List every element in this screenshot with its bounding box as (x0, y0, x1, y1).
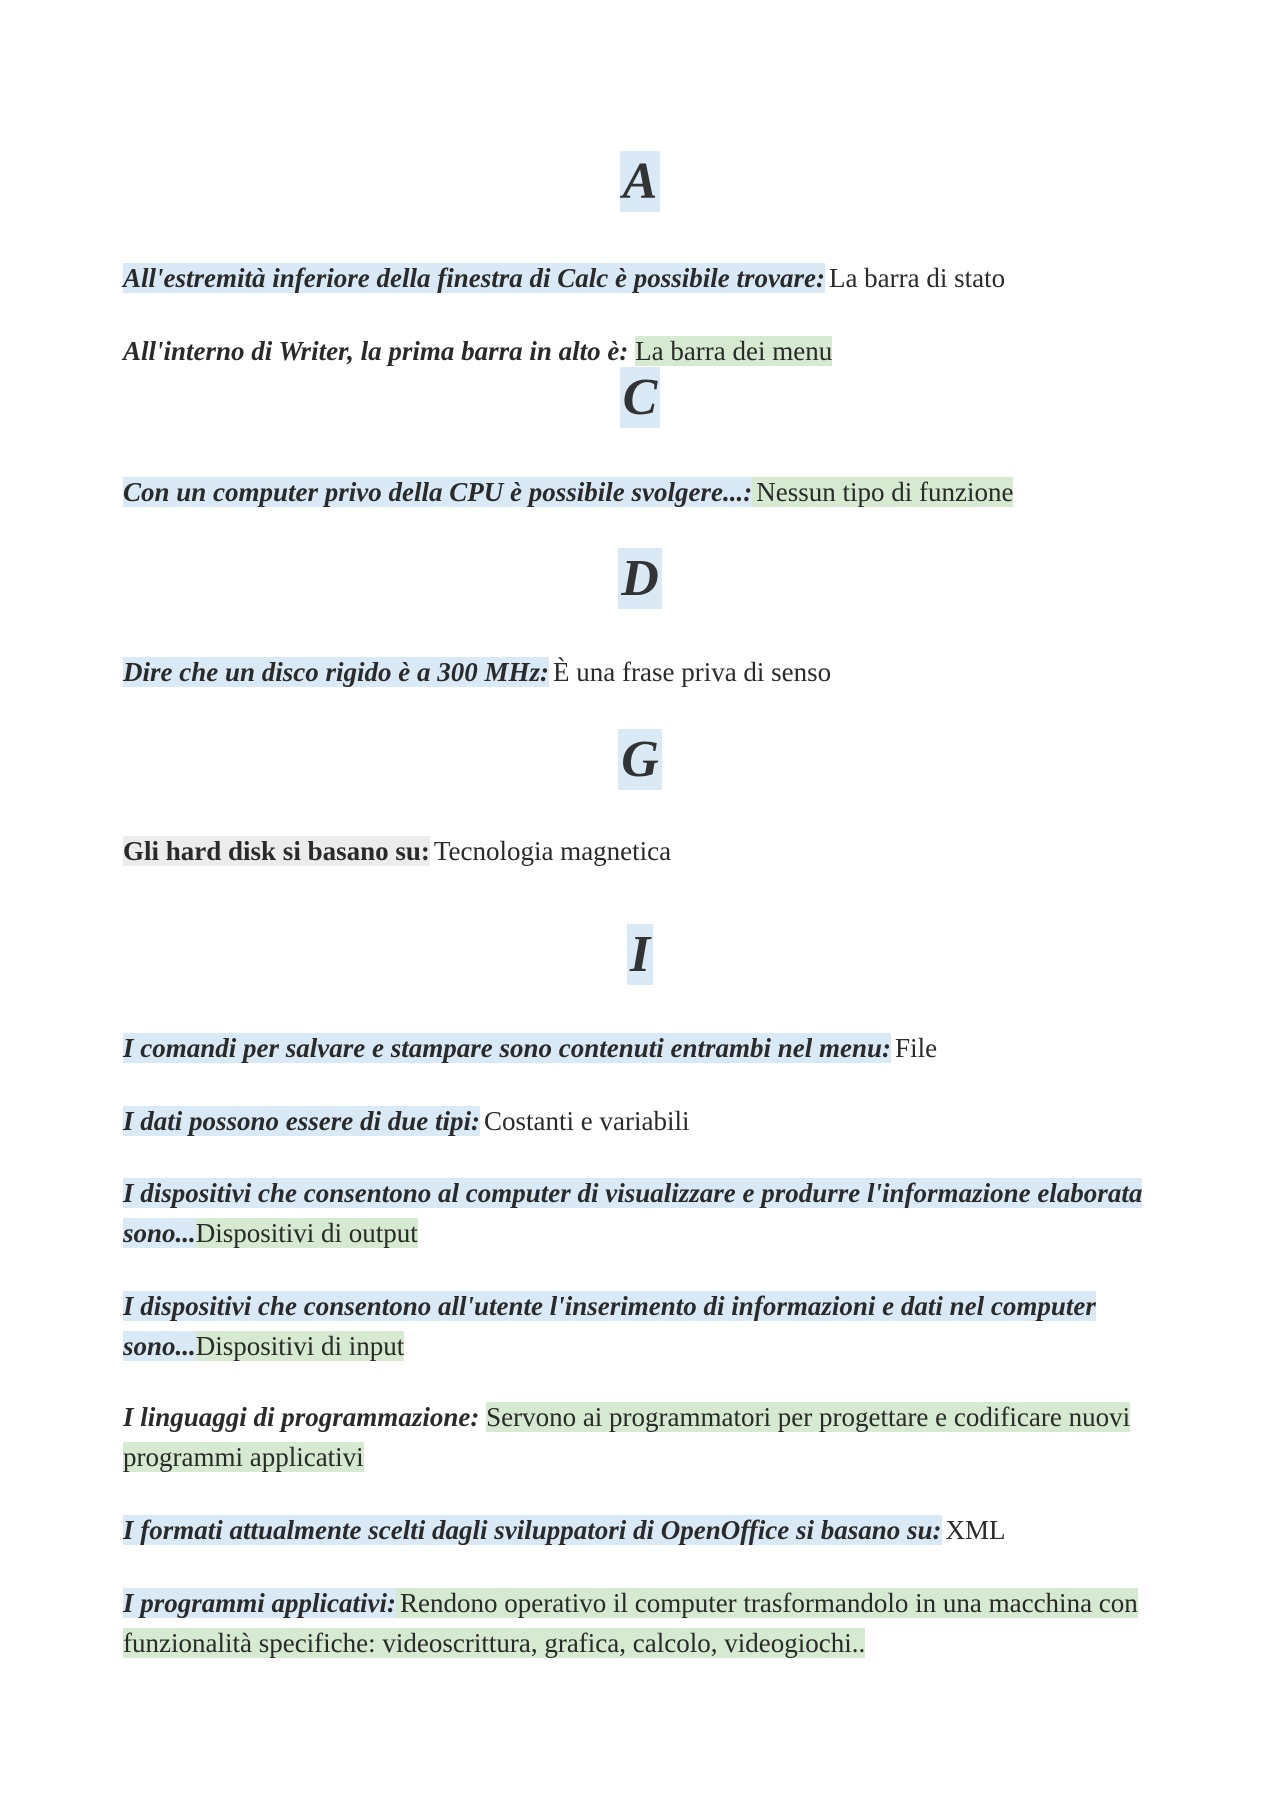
section-letter: I (627, 924, 653, 985)
section-heading-i (0, 925, 1280, 985)
qa-item (123, 1173, 1163, 1253)
qa-item (123, 1583, 1163, 1663)
answer-text: Dispositivi di input (195, 1331, 405, 1361)
qa-item (123, 1286, 1163, 1366)
section-heading-a (0, 152, 1280, 212)
section-heading-c (0, 368, 1280, 428)
answer-text: Servono ai programmatori per progettare e codificare nuovi programmi applicativi (123, 1402, 1131, 1472)
answer-text: Nessun tipo di funzione (752, 477, 1013, 507)
question-text: I comandi per salvare e stampare sono contenuti entrambi nel menu: (123, 1033, 892, 1063)
section-letter: A (620, 151, 661, 212)
question-text: I formati attualmente scelti dagli sviluppatori di OpenOffice si basano su: (123, 1515, 942, 1545)
answer-text: È una frase priva di senso (553, 657, 832, 687)
qa-item (123, 258, 1163, 298)
answer-text: Rendono operativo il computer trasformandolo in una macchina con funzionalità specifiche: videoscrittura, grafica, calcolo, videogiochi.. (123, 1588, 1138, 1658)
question-text: All'interno di Writer, la prima barra in alto è: (123, 336, 629, 366)
answer-text: File (895, 1033, 938, 1063)
qa-item (123, 1028, 1163, 1068)
section-heading-g (0, 730, 1280, 790)
question-text: Con un computer privo della CPU è possibile svolgere...: (123, 477, 753, 507)
qa-item (123, 652, 1163, 692)
qa-item (123, 831, 1163, 871)
answer-text: La barra dei menu (635, 336, 833, 366)
question-text: Dire che un disco rigido è a 300 MHz: (123, 657, 550, 687)
qa-item (123, 472, 1163, 512)
qa-item (123, 331, 1163, 371)
question-text: I dispositivi che consentono all'utente l'inserimento di informazioni e dati nel computer sono... (123, 1291, 1096, 1361)
answer-text: Dispositivi di output (195, 1218, 418, 1248)
section-letter: C (620, 367, 661, 428)
qa-item (123, 1510, 1163, 1550)
section-heading-d (0, 549, 1280, 609)
answer-text: Costanti e variabili (484, 1106, 690, 1136)
question-text: I linguaggi di programmazione: (123, 1402, 480, 1432)
qa-item (123, 1101, 1163, 1141)
question-text: Gli hard disk si basano su: (123, 836, 430, 866)
answer-text: XML (945, 1515, 1006, 1545)
answer-text: La barra di stato (828, 263, 1006, 293)
qa-item (123, 1397, 1163, 1477)
question-text: I dati possono essere di due tipi: (123, 1106, 481, 1136)
section-letter: D (618, 548, 662, 609)
question-text: I dispositivi che consentono al computer di visualizzare e produrre l'informazione elaborata sono... (123, 1178, 1143, 1248)
question-text: All'estremità inferiore della finestra di Calc è possibile trovare: (123, 263, 825, 293)
section-letter: G (618, 729, 662, 790)
answer-text: Tecnologia magnetica (433, 836, 672, 866)
question-text: I programmi applicativi: (123, 1588, 396, 1618)
